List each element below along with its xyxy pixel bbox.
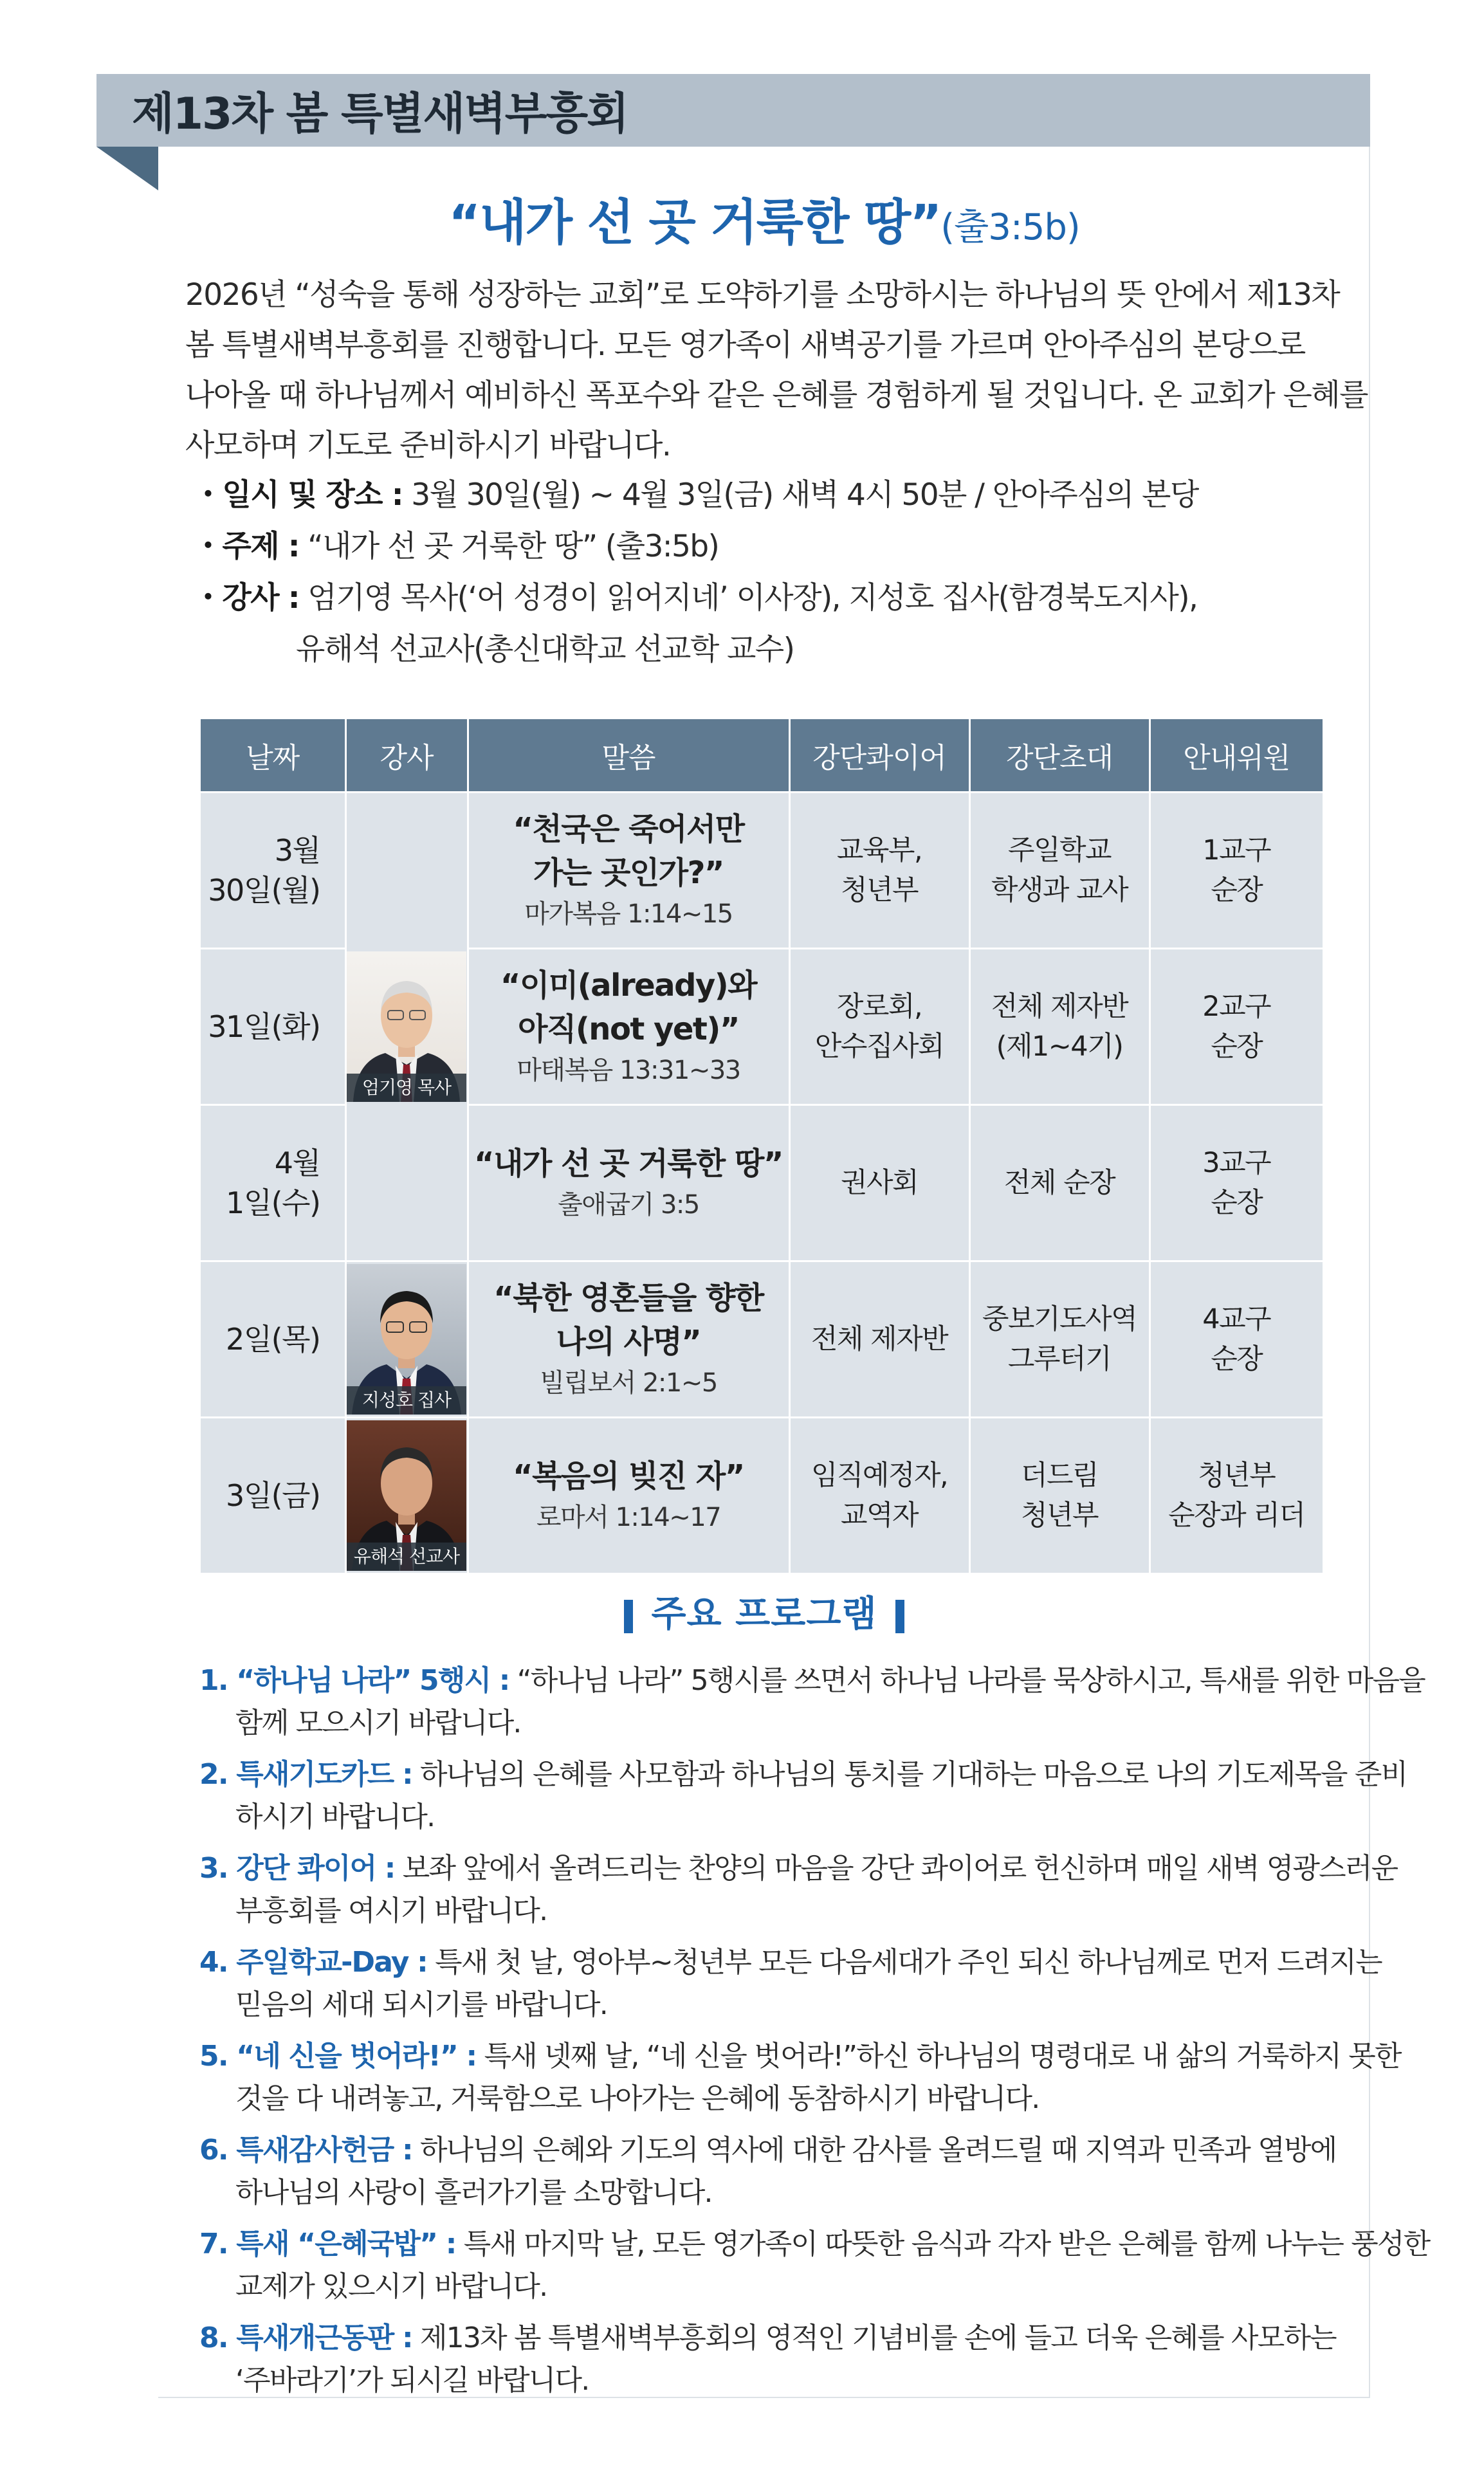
choir-line: 전체 제자반: [811, 1323, 948, 1355]
invite-cell: [969, 1418, 1150, 1573]
date-cell: [201, 1261, 345, 1418]
header-date: 날짜: [201, 719, 345, 792]
usher-line: 순장: [1211, 1343, 1263, 1375]
usher-line: 1교구: [1202, 834, 1271, 866]
program-text: “하나님 나라” 5행시를 쓰면서 하나님 나라를 묵상하시고, 특새를 위한 마음을: [509, 1664, 1425, 1697]
theme-title: [158, 183, 1370, 253]
speaker-cell: [345, 792, 468, 1261]
theme-reference: (출3:5b): [940, 206, 1080, 248]
speaker-photo: [347, 1264, 466, 1415]
schedule-table: [201, 719, 1323, 1573]
header-choir: 강단콰이어: [789, 719, 969, 792]
usher-line: 4교구: [1202, 1303, 1271, 1335]
choir-line: 장로회,: [836, 991, 922, 1023]
program-text-cont: 부흥회를 여시기 바랍니다.: [235, 1894, 547, 1927]
list-item: [199, 1660, 1425, 1745]
sermon-cell: [468, 949, 789, 1105]
speaker-caption: 엄기영 목사: [347, 1074, 466, 1102]
choir-cell: [789, 1418, 969, 1573]
choir-line: 교육부,: [836, 834, 922, 866]
sermon-title-line: 아직(not yet)”: [518, 1011, 739, 1047]
choir-cell: [789, 1261, 969, 1418]
speaker-photo: [347, 951, 466, 1102]
program-text: 보좌 앞에서 올려드리는 찬양의 마음을 강단 콰이어로 헌신하며 매일 새벽 영광스러운: [394, 1852, 1398, 1885]
invite-cell: [969, 949, 1150, 1105]
invite-cell: [969, 792, 1150, 949]
banner-fold-decoration: [96, 147, 158, 190]
usher-line: 3교구: [1202, 1147, 1271, 1179]
usher-line: 순장: [1211, 1187, 1263, 1219]
info-speakers-value: 엄기영 목사(‘어 성경이 읽어지네’ 이사장), 지성호 집사(함경북도지사),: [298, 580, 1198, 616]
info-speakers-key: ・강사 :: [193, 580, 299, 616]
speaker-photo: [347, 1420, 466, 1571]
invite-line: 전체 순장: [1003, 1167, 1115, 1199]
list-item: [199, 2035, 1401, 2120]
intro-line: 사모하며 기도로 준비하시기 바랍니다.: [185, 428, 671, 463]
program-key: 7. 특새 “은혜국밥” :: [199, 2228, 456, 2260]
sermon-title-line: “북한 영혼들을 향한: [493, 1280, 764, 1316]
invite-line: 더드림: [1020, 1460, 1099, 1492]
date-day: 30일(월): [208, 873, 320, 908]
choir-cell: [789, 1105, 969, 1261]
programs-heading: [158, 1586, 1370, 1637]
sermon-title-line: “천국은 죽어서만: [513, 811, 744, 847]
usher-line: 순장: [1211, 874, 1263, 906]
program-text: 제13차 봄 특별새벽부흥회의 영적인 기념비를 손에 들고 더욱 은혜를 사모하는: [412, 2322, 1336, 2354]
intro-line: 봄 특별새벽부흥회를 진행합니다. 모든 영가족이 새벽공기를 가르며 안아주심의 본당으로: [185, 327, 1305, 363]
info-schedule: [193, 470, 1364, 521]
table-row: [201, 1261, 1323, 1418]
sermon-passage: 마태복음 13:31~33: [517, 1056, 740, 1085]
sermon-cell: [468, 1261, 789, 1418]
event-info-list: [193, 470, 1364, 675]
program-key: 5. “네 신을 벗어라!” :: [199, 2040, 477, 2073]
speaker-cell: [345, 1418, 468, 1573]
heading-bar-left: [624, 1600, 633, 1633]
list-item: [199, 2223, 1430, 2308]
invite-line: 중보기도사역: [982, 1303, 1137, 1335]
sermon-cell: [468, 792, 789, 949]
sermon-title-line: 가는 곳인가?”: [533, 855, 724, 891]
date-cell: [201, 949, 345, 1105]
invite-line: 주일학교: [1007, 834, 1112, 866]
invite-line: 청년부: [1020, 1499, 1099, 1532]
sermon-passage: 로마서 1:14~17: [536, 1503, 721, 1532]
program-key: 3. 강단 콰이어 :: [199, 1852, 395, 1885]
date-day: 3일(금): [225, 1478, 320, 1513]
program-key: 4. 주일학교-Day :: [199, 1946, 427, 1979]
programs-list: [199, 1660, 1430, 2411]
program-text: 하나님의 은혜를 사모함과 하나님의 통치를 기대하는 마음으로 나의 기도제목을 준비: [412, 1758, 1407, 1791]
date-day: 2일(목): [225, 1322, 320, 1357]
choir-line: 교역자: [840, 1499, 919, 1532]
speaker-cell: [345, 1261, 468, 1418]
sermon-title-line: “복음의 빚진 자”: [513, 1458, 744, 1494]
date-day: 1일(수): [225, 1186, 320, 1220]
speaker-caption: 지성호 집사: [347, 1386, 466, 1415]
info-topic-key: ・주제 :: [193, 529, 299, 564]
program-text-cont: 것을 다 내려놓고, 거룩함으로 나아가는 은혜에 동참하시기 바랍니다.: [235, 2082, 1040, 2115]
sermon-passage: 빌립보서 2:1~5: [540, 1368, 717, 1398]
theme-title-text: “내가 선 곳 거룩한 땅”: [448, 194, 941, 251]
info-topic-value: “내가 선 곳 거룩한 땅” (출3:5b): [298, 529, 719, 564]
choir-line: 임직예정자,: [811, 1460, 948, 1492]
table-header-row: [201, 719, 1323, 792]
list-item: [199, 1941, 1382, 2026]
header-sermon: 말씀: [468, 719, 789, 792]
date-cell: [201, 1105, 345, 1261]
date-month: 4월: [274, 1146, 320, 1180]
sermon-title-line: 나의 사명”: [556, 1324, 701, 1360]
date-cell: [201, 1418, 345, 1573]
invite-line: 학생과 교사: [991, 874, 1128, 906]
program-text: 특새 넷째 날, “네 신을 벗어라!”하신 하나님의 명령대로 내 삶의 거룩하지 못한: [476, 2040, 1401, 2073]
list-item: [199, 2317, 1364, 2402]
choir-cell: [789, 792, 969, 949]
invite-line: (제1~4기): [996, 1031, 1123, 1063]
invite-line: 그루터기: [1007, 1343, 1112, 1375]
invite-line: 전체 제자반: [991, 991, 1128, 1023]
intro-line: 2026년 “성숙을 통해 성장하는 교회”로 도약하기를 소망하시는 하나님의 뜻 안에서 제13차: [185, 277, 1340, 313]
intro-paragraph: [185, 270, 1368, 471]
program-text: 특새 첫 날, 영아부~청년부 모든 다음세대가 주인 되신 하나님께로 먼저 드려지는: [426, 1946, 1382, 1979]
usher-cell: [1150, 949, 1323, 1105]
info-speakers: [193, 573, 1364, 624]
info-topic: [193, 521, 1364, 573]
programs-heading-text: 주요 프로그램: [651, 1593, 877, 1635]
usher-line: 2교구: [1202, 991, 1271, 1023]
choir-line: 청년부: [840, 874, 919, 906]
speaker-caption: 유해석 선교사: [347, 1543, 466, 1571]
date-cell: [201, 792, 345, 949]
program-text-cont: ‘주바라기’가 되시길 바랍니다.: [235, 2364, 589, 2397]
list-item: [199, 2129, 1364, 2214]
info-schedule-key: ・일시 및 장소 :: [193, 477, 403, 513]
invite-cell: [969, 1105, 1150, 1261]
program-text-cont: 하나님의 사랑이 흘러가기를 소망합니다.: [235, 2176, 712, 2209]
header-usher: 안내위원: [1150, 719, 1323, 792]
usher-line: 청년부: [1198, 1460, 1276, 1492]
list-item: [199, 1847, 1398, 1932]
program-text-cont: 하시기 바랍니다.: [235, 1800, 435, 1833]
choir-cell: [789, 949, 969, 1105]
info-schedule-value: 3월 30일(월) ~ 4월 3일(금) 새벽 4시 50분 / 안아주심의 본당: [402, 477, 1198, 513]
usher-line: 순장과 리더: [1168, 1499, 1305, 1532]
sermon-passage: 출애굽기 3:5: [558, 1190, 699, 1220]
program-key: 1. “하나님 나라” 5행시 :: [199, 1664, 509, 1697]
sermon-passage: 마가복음 1:14~15: [524, 899, 733, 929]
usher-cell: [1150, 792, 1323, 949]
info-speakers-cont: [193, 624, 1364, 675]
header-invite: 강단초대: [969, 719, 1150, 792]
table-row: [201, 792, 1323, 949]
table-row: [201, 1418, 1323, 1573]
heading-bar-right: [895, 1600, 904, 1633]
usher-cell: [1150, 1105, 1323, 1261]
date-month: 3월: [274, 833, 320, 868]
intro-line: 나아올 때 하나님께서 예비하신 폭포수와 같은 은혜를 경험하게 될 것입니다. 온 교회가 은혜를: [185, 378, 1368, 413]
program-key: 6. 특새감사헌금 :: [199, 2134, 412, 2167]
usher-line: 순장: [1211, 1031, 1263, 1063]
program-text-cont: 함께 모으시기 바랍니다.: [235, 1707, 521, 1739]
choir-line: 안수집사회: [814, 1031, 944, 1063]
header-banner: [96, 74, 1370, 147]
program-text: 특새 마지막 날, 모든 영가족이 따뜻한 음식과 각자 받은 은혜를 함께 나누는 풍성한: [455, 2228, 1430, 2260]
program-text: 하나님의 은혜와 기도의 역사에 대한 감사를 올려드릴 때 지역과 민족과 열방에: [412, 2134, 1337, 2167]
header-title: 제13차 봄 특별새벽부흥회: [132, 89, 628, 140]
program-key: 2. 특새기도카드 :: [199, 1758, 412, 1791]
info-speakers-value-2: 유해석 선교사(총신대학교 선교학 교수): [296, 632, 794, 667]
usher-cell: [1150, 1261, 1323, 1418]
program-text-cont: 교제가 있으시기 바랍니다.: [235, 2270, 547, 2303]
date-day: 31일(화): [208, 1009, 320, 1044]
choir-line: 권사회: [840, 1167, 919, 1199]
list-item: [199, 1754, 1407, 1838]
usher-cell: [1150, 1418, 1323, 1573]
invite-cell: [969, 1261, 1150, 1418]
program-text-cont: 믿음의 세대 되시기를 바랍니다.: [235, 1988, 607, 2021]
sermon-title-line: “내가 선 곳 거룩한 땅”: [474, 1146, 783, 1182]
sermon-cell: [468, 1418, 789, 1573]
program-key: 8. 특새개근동판 :: [199, 2322, 412, 2354]
sermon-title-line: “이미(already)와: [500, 967, 757, 1003]
header-speaker: 강사: [345, 719, 468, 792]
sermon-cell: [468, 1105, 789, 1261]
